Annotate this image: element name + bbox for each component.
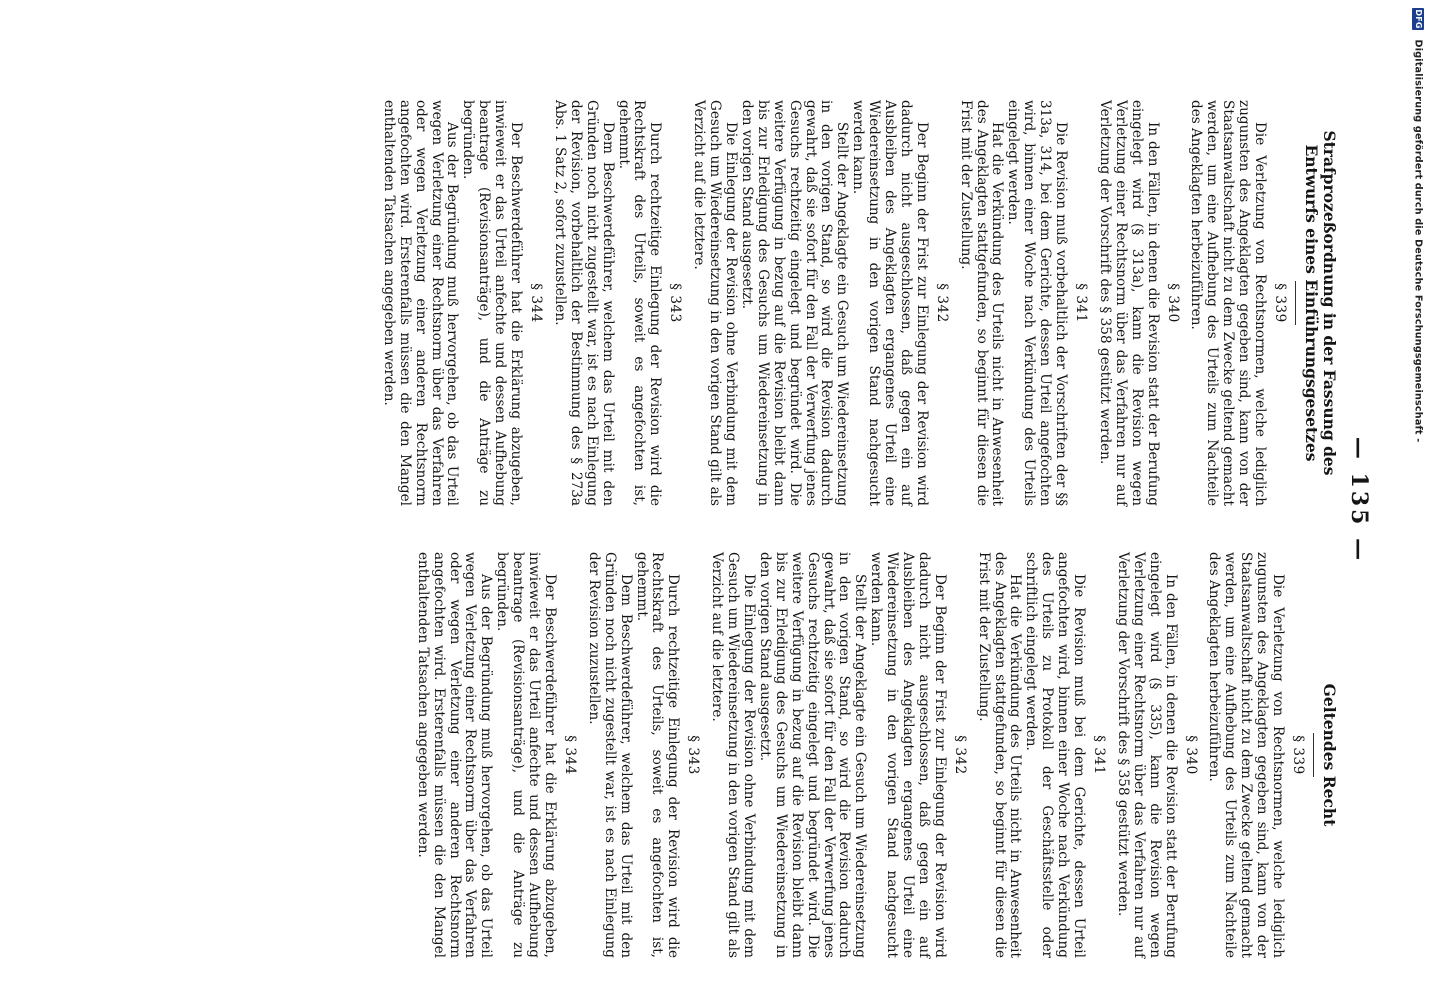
section-paragraph: Stellt der Angeklagte ein Gesuch um Wiedereinsetzung in den vorigen Stand, so wird die Revision dadurch gewahrt, daß sie sofort für den Fall der Verwerfung jenes Gesuchs rechtzeitig eingelegt und begründet wird. Die weitere Verfügung in bezug auf die Revision bleibt dann bis zur Erledigung des Gesuchs um Wiedereinsetzung in den vorigen Stand ausgesetzt. <box>756 552 869 958</box>
section-paragraph: Die Einlegung der Revision ohne Verbindung mit dem Gesuch um Wiedereinsetzung in den vorigen Stand gilt als Verzicht auf die letztere. <box>709 552 757 958</box>
digitization-note <box>1412 8 1424 1008</box>
section-paragraph: Der Beschwerdeführer hat die Erklärung abzugeben, inwieweit er das Urteil anfechte und dessen Aufhebung beantrage (Revisionsanträge), und die Anträge zu begründen. <box>494 552 559 958</box>
section-title: § 344 <box>528 283 545 323</box>
section-paragraph: Aus der Begründung muß hervorgehen, ob das Urteil wegen Verletzung einer Rechtsnorm über das Verfahren oder wegen Verletzung einer anderen Rechtsnorm angefochten wird. Ersterenfalls müssen die den Mangel enthaltenden Tatsachen angegeben werden. <box>414 552 495 958</box>
section-paragraph: Der Beginn der Frist zur Einlegung der Revision wird dadurch nicht ausgeschlossen, daß gegen ein auf Ausbleiben des Angeklagten ergangenes Urteil eine Wiedereinsetzung in den vorigen Stand nachgesucht werden kann. <box>850 100 930 506</box>
digitization-note-text: Digitalisierung gefördert durch die Deutsche Forschungsgemeinschaft - <box>1412 39 1424 443</box>
dfg-logo: DFG <box>1414 9 1423 29</box>
section-paragraph: Stellt der Angeklagte ein Gesuch um Wiedereinsetzung in den vorigen Stand, so wird die Revision dadurch gewahrt, daß sie sofort für den Fall der Verwerfung jenes Gesuchs rechtzeitig eingelegt und begründet wird. Die weitere Verfügung in bezug auf die Revision bleibt dann bis zur Erledigung des Gesuchs um Wiedereinsetzung in den vorigen Stand ausgesetzt. <box>738 100 851 506</box>
page-number: — 135 — <box>1346 436 1372 564</box>
heading-rule <box>1313 733 1314 777</box>
section-title: § 341 <box>1091 735 1108 775</box>
section-title: § 344 <box>561 735 578 775</box>
section-title: § 342 <box>951 735 968 775</box>
section-paragraph: In den Fällen, in denen die Revision statt der Berufung eingelegt wird (§ 335), kann die Revision wegen Verletzung einer Rechtsnorm über das Verfahren nur auf Verletzung der Vorschrift des § 358 gestützt werden. <box>1114 552 1179 958</box>
section-paragraph: Aus der Begründung muß hervorgehen, ob das Urteil wegen Verletzung einer Rechtsnorm über das Verfahren oder wegen Verletzung einer anderen Rechtsnorm angefochten wird. Ersterenfalls müssen die den Mangel enthaltenden Tatsachen angegeben werden. <box>380 100 461 506</box>
column-heading: Geltendes Recht <box>1320 683 1339 827</box>
section-title: § 340 <box>1182 735 1199 775</box>
section-title: § 339 <box>1290 735 1306 775</box>
section-paragraph: Die Verletzung von Rechtsnormen, welche lediglich zugunsten des Angeklagten gegeben sind, kann von der Staatsanwaltschaft nicht zu dem Zwecke geltend gemacht werden, um eine Aufhebung des Urteils zum Nachteile des Angeklagten herbeizuführen. <box>1206 552 1287 958</box>
section-title: § 342 <box>933 283 950 323</box>
section-paragraph: Dem Beschwerdeführer, welchem das Urteil mit den Gründen noch nicht zugestellt war, ist es nach Einlegung der Revision zuzustellen. <box>585 552 634 958</box>
section-paragraph: In den Fällen, in denen die Revision statt der Berufung eingelegt wird (§ 313a), kann die Revision wegen Verletzung einer Rechtsnorm über das Verfahren nur auf Verletzung der Vorschrift des § 358 gestützt werden. <box>1096 100 1161 506</box>
section-paragraph: Die Einlegung der Revision ohne Verbindung mit dem Gesuch um Wiedereinsetzung in den vorigen Stand gilt als Verzicht auf die letztere. <box>691 100 739 506</box>
section-paragraph: Die Verletzung von Rechtsnormen, welche lediglich zugunsten des Angeklagten gegeben sind, kann von der Staatsanwaltschaft nicht zu dem Zwecke geltend gemacht werden, um eine Aufhebung des Urteils zum Nachteile des Angeklagten herbeizuführen. <box>1188 100 1269 506</box>
section-paragraph: Dem Beschwerdeführer, welchem das Urteil mit den Gründen noch nicht zugestellt war, ist es nach Einlegung der Revision, vorbehaltlich der Bestimmung des § 273a Abs. 1 Satz 2, sofort zuzustellen. <box>551 100 616 506</box>
section-paragraph: Durch rechtzeitige Einlegung der Revision wird die Rechtskraft des Urteils, soweit es angefochten ist, gehemmt. <box>615 100 664 506</box>
section-paragraph: Durch rechtzeitige Einlegung der Revision wird die Rechtskraft des Urteils, soweit es angefochten ist, gehemmt. <box>633 552 682 958</box>
section-paragraph: Der Beginn der Frist zur Einlegung der Revision wird dadurch nicht ausgeschlossen, daß gegen ein auf Ausbleiben des Angeklagten ergangenes Urteil eine Wiedereinsetzung in den vorigen Stand nachgesucht werden kann. <box>868 552 948 958</box>
section-paragraph: Hat die Verkündung des Urteils nicht in Anwesenheit des Angeklagten stattgefunden, so beginnt für diesen die Frist mit der Zustellung. <box>975 552 1024 958</box>
column-heading: Strafprozeßordnung in der Fassung des Entwurfs eines Einführungsgesetzes <box>1302 130 1339 476</box>
section-title: § 340 <box>1164 283 1181 323</box>
section-title: § 343 <box>667 283 684 323</box>
section-paragraph: Hat die Verkündung des Urteils nicht in Anwesenheit des Angeklagten stattgefunden, so beginnt für diesen die Frist mit der Zustellung. <box>957 100 1006 506</box>
heading-rule <box>1295 281 1296 325</box>
column-draft-version <box>380 100 1338 506</box>
column-current-law <box>414 552 1338 958</box>
section-title: § 343 <box>685 735 702 775</box>
section-title: § 339 <box>1272 283 1288 323</box>
section-paragraph: Die Revision muß bei dem Gerichte, dessen Urteil angefochten wird, binnen einer Woche nach Verkündung des Urteils zu Protokoll der Geschäftsstelle oder schriftlich eingelegt werden. <box>1023 552 1088 958</box>
section-paragraph: Die Revision muß vorbehaltlich der Vorschriften der §§ 313a, 314, bei dem Gerichte, dessen Urteil angefochten wird, binnen einer Woche nach Verkündung des Urteils eingelegt werden. <box>1005 100 1070 506</box>
section-title: § 341 <box>1073 283 1090 323</box>
section-paragraph: Der Beschwerdeführer hat die Erklärung abzugeben, inwieweit er das Urteil anfechte und dessen Aufhebung beantrage (Revisionsanträge), und die Anträge zu begründen. <box>460 100 525 506</box>
